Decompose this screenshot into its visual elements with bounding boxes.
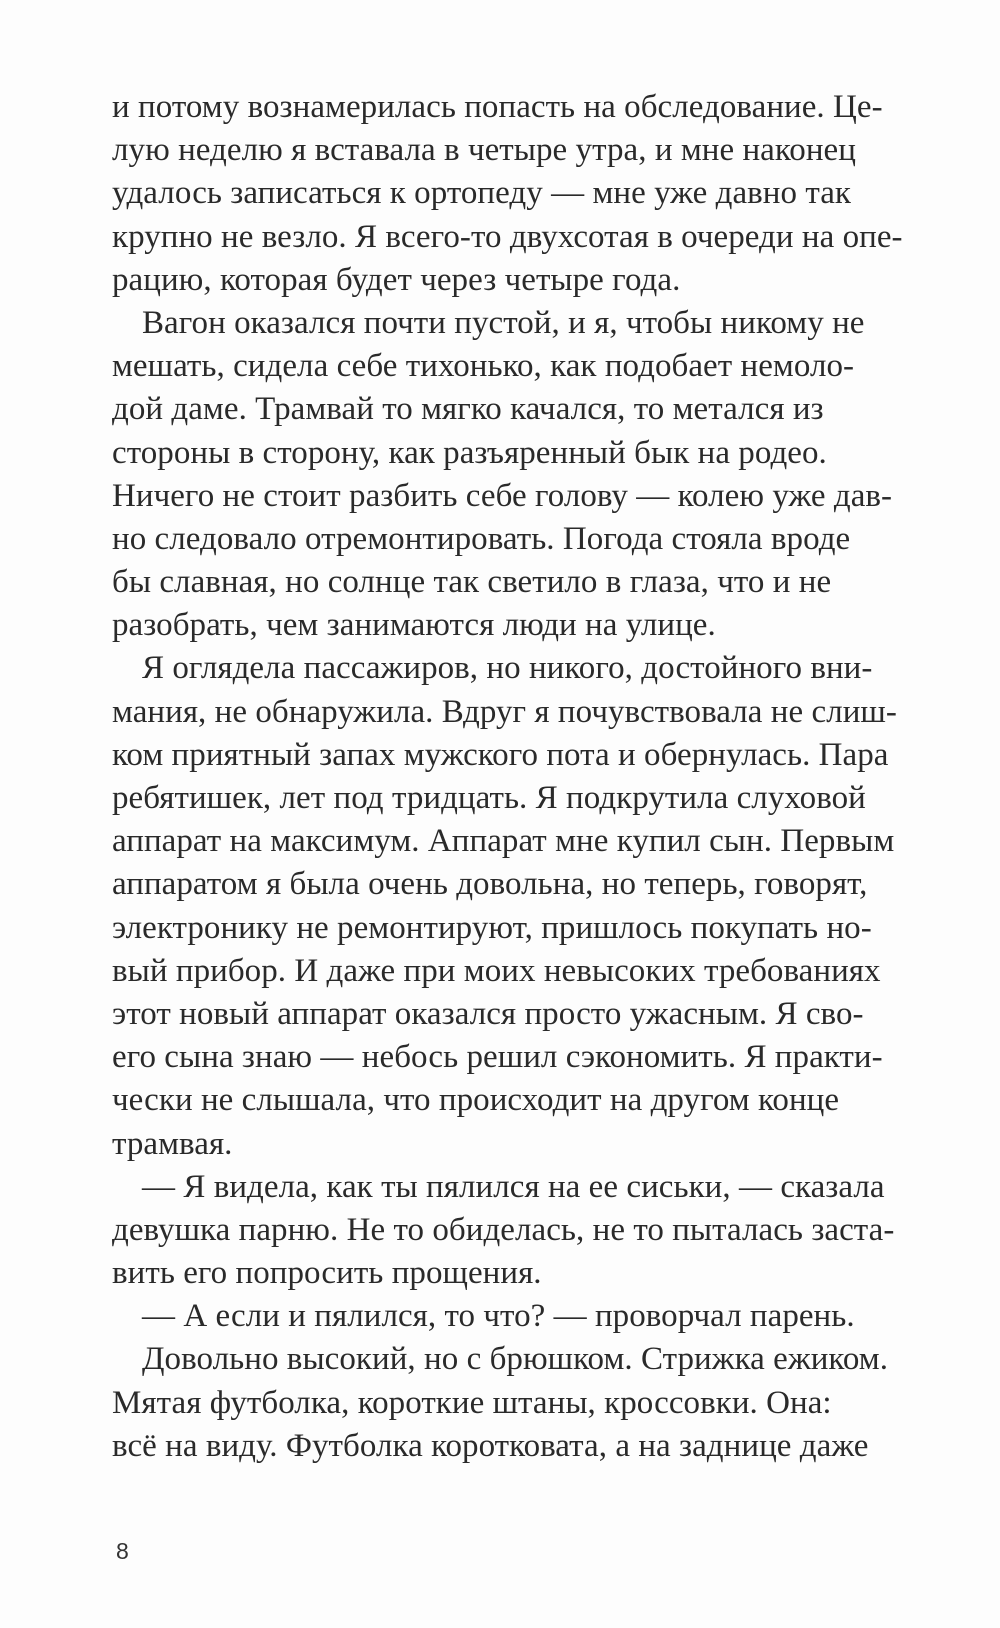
text-line: Я оглядела пассажиров, но никого, достойного вни- [142, 650, 873, 687]
text-line: вить его попросить прощения. [112, 1255, 542, 1292]
text-line: но следовало отремонтировать. Погода стояла вроде [112, 520, 851, 557]
page-number: 8 [116, 1538, 129, 1564]
body-text [112, 86, 972, 1468]
text-line: Ничего не стоит разбить себе голову — колею уже дав- [112, 477, 893, 514]
text-line: вый прибор. И даже при моих невысоких требованиях [112, 952, 881, 989]
text-line: его сына знаю — небось решил сэкономить. Я практи- [112, 1039, 883, 1076]
text-line: трамвая. [112, 1125, 233, 1162]
text-line: Довольно высокий, но с брюшком. Стрижка ежиком. [142, 1341, 888, 1378]
text-line: крупно не везло. Я всего-то двухсотая в очереди на опе- [112, 218, 903, 255]
text-line: Мятая футболка, короткие штаны, кроссовки. Она: [112, 1384, 832, 1421]
text-line: аппаратом я была очень довольна, но теперь, говорят, [112, 866, 868, 903]
text-line: ком приятный запах мужского пота и обернулась. Пара [112, 736, 889, 773]
text-line: электронику не ремонтируют, пришлось покупать но- [112, 909, 872, 946]
text-line: аппарат на максимум. Аппарат мне купил сын. Первым [112, 823, 895, 860]
text-line: разобрать, чем занимаются люди на улице. [112, 607, 716, 644]
text-line: мания, не обнаружила. Вдруг я почувствовала не слиш- [112, 693, 897, 730]
text-line: лую неделю я вставала в четыре утра, и мне наконец [112, 132, 856, 169]
text-line: бы славная, но солнце так светило в глаза, что и не [112, 564, 832, 601]
text-line: и потому вознамерилась попасть на обследование. Це- [112, 89, 883, 125]
text-line: рацию, которая будет через четыре года. [112, 261, 681, 298]
text-line: — Я видела, как ты пялился на ее сиськи, — сказала [142, 1168, 885, 1205]
text-line: дой даме. Трамвай то мягко качался, то метался из [112, 391, 824, 428]
text-line: — А если и пялился, то что? — проворчал парень. [142, 1298, 855, 1335]
text-line: мешать, сидела себе тихонько, как подобает немоло- [112, 348, 855, 385]
text-line: Вагон оказался почти пустой, и я, чтобы никому не [142, 304, 865, 341]
text-line: удалось записаться к ортопеду — мне уже давно так [112, 175, 851, 212]
text-line: стороны в сторону, как разъяренный бык на родео. [112, 434, 827, 471]
text-line: этот новый аппарат оказался просто ужасным. Я сво- [112, 995, 864, 1032]
text-line: девушка парню. Не то обиделась, не то пыталась заста- [112, 1211, 895, 1248]
text-line: ребятишек, лет под тридцать. Я подкрутила слуховой [112, 780, 866, 816]
text-line: всё на виду. Футболка коротковата, а на заднице даже [112, 1427, 869, 1464]
text-line: чески не слышала, что происходит на другом конце [112, 1082, 840, 1119]
